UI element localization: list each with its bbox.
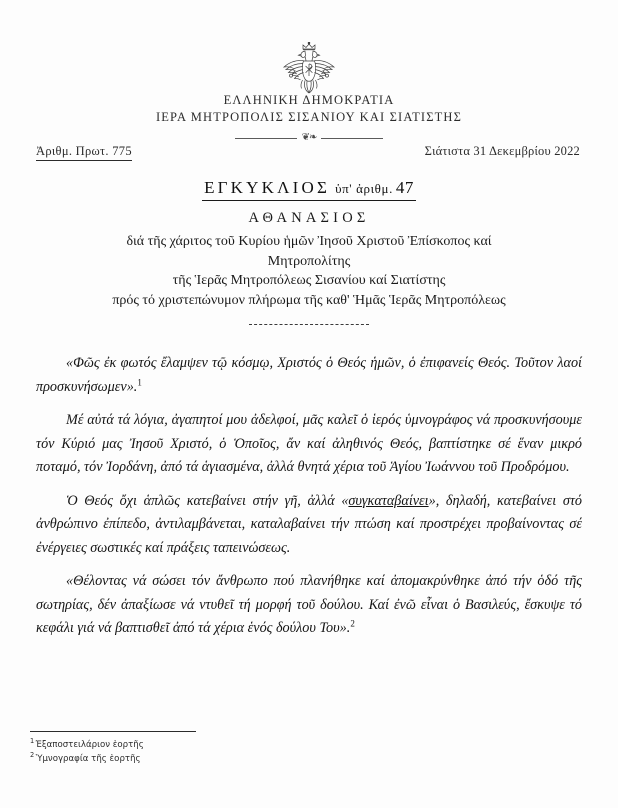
titulature-line-2: Μητροπολίτης xyxy=(267,253,351,269)
footnote-ref-2: 2 xyxy=(350,618,355,629)
footnote-item-2 xyxy=(30,752,430,766)
body-paragraph-2: Μέ αὐτά τά λόγια, ἀγαπητοί μου ἀδελφοί, μᾶς καλεῖ ὁ ἱερός ὑμνογράφος νά προσκυνήσουμε τόν Κύριό μας Ἰησοῦ Χριστό, ὁ Ὁποῖος, ἄν καί ἀληθινός Θεός, βαπτίστηκε σέ ἕναν μικρό ποταμό, τόν Ἰορδάνη, ἀπό τά ἁγιασμένα, ἀλλά θνητά χέρια τοῦ Ἁγίου Ἰωάννου τοῦ Προδρόμου. xyxy=(36,412,582,475)
metropolis-heading: ΙΕΡΑ ΜΗΤΡΟΠΟΛΙΣ ΣΙΣΑΝΙΟΥ ΚΑΙ ΣΙΑΤΙΣΤΗΣ xyxy=(155,110,463,124)
body-paragraph-3 xyxy=(36,490,582,561)
header-ornament-divider xyxy=(0,133,618,143)
ornament-fleuron-icon: ❦❧ xyxy=(301,132,317,143)
titulature-line-1: διά τῆς χάριτος τοῦ Κυρίου ἡμῶν Ἰησοῦ Χριστοῦ Ἐπίσκοπος καί xyxy=(126,234,492,249)
footnote-list xyxy=(30,738,430,766)
document-body xyxy=(36,352,582,651)
footnote-text-1: Ἐξαποστειλάριον ἑορτῆς xyxy=(35,740,144,750)
dashed-divider xyxy=(0,312,618,330)
republic-heading: ΕΛΛΗΝΙΚΗ ΔΗΜΟΚΡΑΤΙΑ xyxy=(223,93,395,107)
paragraph-3-text-post: », δηλαδή, κατεβαίνει στό ἀνθρώπινο ἐπίπεδο, ἀντιλαμβάνεται, καταλαβαίνει τήν πτώση καί προστρέχει προβαίνοντας σέ ἐνέργειες σωστικές καί πράξεις ταπεινώσεως. xyxy=(36,492,582,556)
footnote-separator xyxy=(30,731,196,732)
double-headed-eagle-icon xyxy=(271,42,347,96)
footnote-ref-1: 1 xyxy=(137,376,142,387)
encyclical-number: 47 xyxy=(395,178,414,197)
footnote-marker-1: 1 xyxy=(30,737,35,746)
ornament-line-right xyxy=(321,138,383,139)
body-paragraph-4 xyxy=(36,570,582,641)
paragraph-4-text: «Θέλοντας νά σώσει τόν ἄνθρωπο πού πλανήθηκε καί ἀπομακρύνθηκε ἀπό τήν ὁδό τῆς σωτηρίας, δέν ἀπαξίωσε νά ντυθεῖ τή μορφή τοῦ δούλου. Καί ἐνῶ εἶναι ὁ Βασιλεύς, ἔσκυψε τό κεφάλι γιά νά βαπτισθεῖ ἀπό τά χέρια ἑνός δούλου Του». xyxy=(36,573,582,636)
bishop-titulature-block xyxy=(0,210,618,310)
footnote-item-1 xyxy=(30,738,430,752)
footnote-text-2: Ὑμνογραφία τῆς ἑορτῆς xyxy=(35,754,141,764)
body-paragraph-1 xyxy=(36,352,582,399)
encyclical-title-sub: ὑπ' ἀριθμ. xyxy=(335,181,393,196)
paragraph-3-text-pre: Ὁ Θεός ὄχι ἁπλῶς κατεβαίνει στήν γῆ, ἀλλά « xyxy=(66,492,349,509)
footnote-marker-2: 2 xyxy=(30,751,35,760)
paragraph-3-emphasis-word: συγκαταβαίνει xyxy=(348,492,429,509)
titulature-line-3: τῆς Ἱερᾶς Μητροπόλεως Σισανίου καί Σιατίστης xyxy=(172,273,446,288)
ornament-line-left xyxy=(235,138,297,139)
encyclical-title-main: ΕΓΚΥΚΛΙΟΣ xyxy=(204,178,331,197)
place-and-date: Σιάτιστα 31 Δεκεμβρίου 2022 xyxy=(424,144,580,158)
titulature-line-4: πρός τό χριστεπώνυμον πλήρωμα τῆς καθ' Ἡμᾶς Ἱερᾶς Μητροπόλεως xyxy=(112,292,506,308)
encyclical-title-underlined xyxy=(202,178,416,201)
bishop-name: ΑΘΑΝΑΣΙΟΣ xyxy=(248,210,370,226)
titulature-lines xyxy=(0,232,618,310)
encyclical-title xyxy=(0,178,618,201)
paragraph-1-text: «Φῶς ἐκ φωτός ἔλαμψεν τῷ κόσμῳ, Χριστός ὁ Θεός ἡμῶν, ὁ ἐπιφανείς Θεός. Τοῦτον λαοί προσκυνήσωμεν». xyxy=(36,355,582,395)
dashed-divider-line xyxy=(249,324,369,325)
protocol-number: Ἀριθμ. Πρωτ. 775 xyxy=(36,144,132,161)
